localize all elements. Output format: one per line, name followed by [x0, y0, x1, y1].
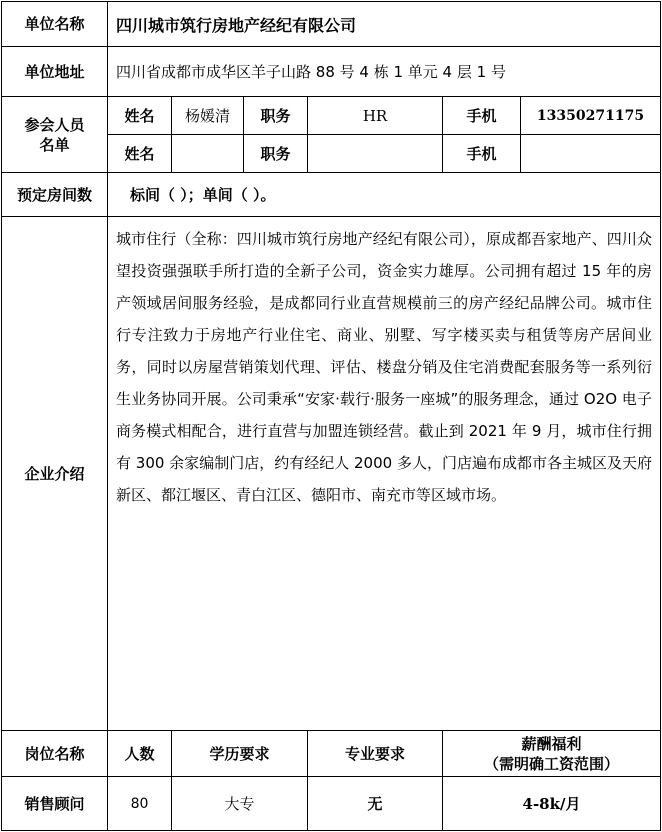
jobs-header-salary-line2: （需明确工资范围）	[484, 754, 620, 773]
rooms-value: 标间（ ）；单间（ ）。	[108, 173, 661, 217]
registration-form	[1, 1, 661, 831]
attendee-name-value	[172, 135, 244, 173]
attendee-phone-value: 13350271175	[521, 97, 661, 135]
job-count: 80	[108, 777, 172, 831]
attendees-label-line2: 名单	[39, 135, 70, 154]
jobs-header-count: 人数	[108, 731, 172, 777]
job-salary: 4-8k/月	[443, 777, 661, 831]
attendee-position-label: 职务	[244, 97, 308, 135]
attendee-phone-label: 手机	[443, 135, 521, 173]
attendees-label-line1: 参会人员	[24, 115, 85, 134]
address-label: 单位地址	[2, 47, 108, 97]
job-row	[2, 777, 661, 831]
attendees-label	[2, 97, 108, 173]
attendee-phone-label: 手机	[443, 97, 521, 135]
rooms-row	[2, 173, 661, 217]
company-label: 单位名称	[2, 2, 108, 47]
job-position: 销售顾问	[2, 777, 108, 831]
jobs-header-salary	[443, 731, 661, 777]
intro-label: 企业介绍	[2, 217, 108, 731]
jobs-header-major: 专业要求	[308, 731, 443, 777]
attendee-position-label: 职务	[244, 135, 308, 173]
attendee-name-label: 姓名	[108, 135, 172, 173]
rooms-label: 预定房间数	[2, 173, 108, 217]
company-value: 四川城市筑行房地产经纪有限公司	[108, 2, 661, 47]
address-row	[2, 47, 661, 97]
attendee-name-label: 姓名	[108, 97, 172, 135]
attendee-row-1	[2, 97, 661, 135]
attendee-phone-value	[521, 135, 661, 173]
job-major: 无	[308, 777, 443, 831]
attendee-position-value: HR	[308, 97, 443, 135]
jobs-header-position: 岗位名称	[2, 731, 108, 777]
company-row	[2, 2, 661, 47]
jobs-header-education: 学历要求	[172, 731, 308, 777]
attendee-name-value: 杨媛清	[172, 97, 244, 135]
jobs-header-row	[2, 731, 661, 777]
address-value: 四川省成都市成华区羊子山路 88 号 4 栋 1 单元 4 层 1 号	[108, 47, 661, 97]
attendee-position-value	[308, 135, 443, 173]
intro-row	[2, 217, 661, 731]
intro-text: 城市住行（全称：四川城市筑行房地产经纪有限公司），原成都吾家地产、四川众望投资强强联手所打造的全新子公司，资金实力雄厚。公司拥有超过 15 年的房产领域居间服务经验，是成都同行业直营规模前三的房产经纪品牌公司。城市住行专注致力于房地产行业住宅、商业、别墅、写字楼买卖与租赁等房产居间业务，同时以房屋营销策划代理、评估、楼盘分销及住宅消费配套服务等一系列衍生业务协同开展。公司秉承“安家·载行·服务一座城”的服务理念，通过 O2O 电子商务模式相配合，进行直营与加盟连锁经营。截止到 2021 年 9 月，城市住行拥有 300 余家编制门店，约有经纪人 2000 多人，门店遍布成都市各主城区及天府新区、都江堰区、青白江区、德阳市、南充市等区域市场。	[108, 217, 661, 731]
job-education: 大专	[172, 777, 308, 831]
jobs-header-salary-line1: 薪酬福利	[521, 734, 582, 753]
